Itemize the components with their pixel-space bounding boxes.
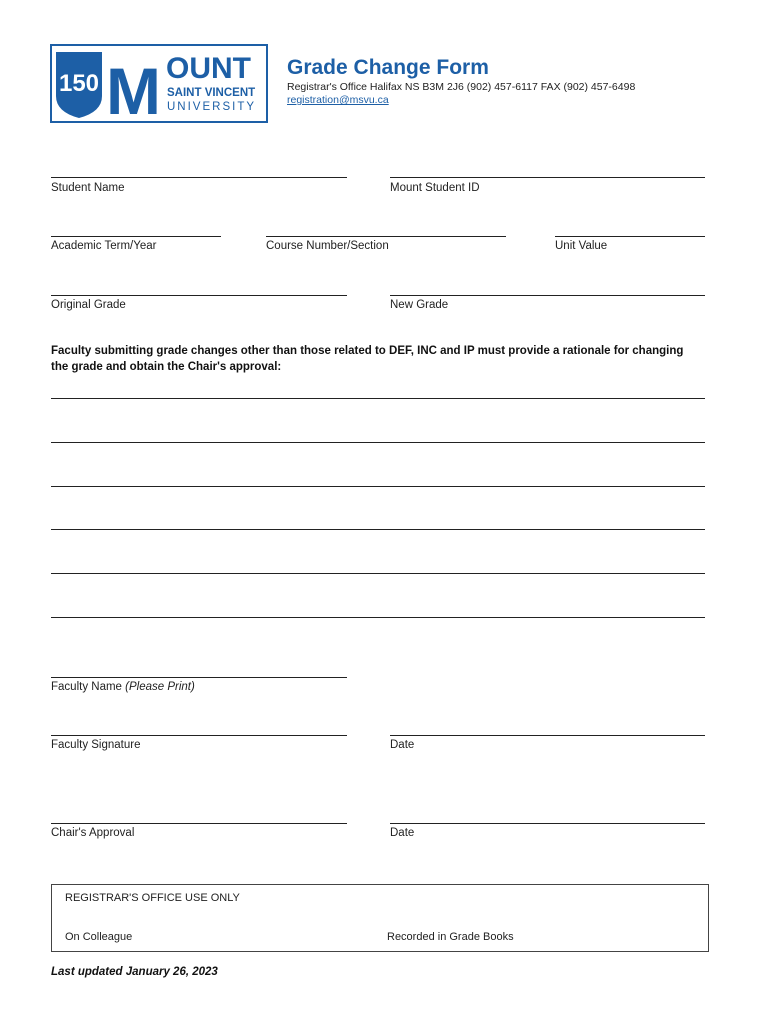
student-name-field[interactable]	[51, 177, 347, 178]
rationale-line[interactable]	[51, 486, 705, 487]
faculty-date-field[interactable]	[390, 735, 705, 736]
registrar-box-title: REGISTRAR'S OFFICE USE ONLY	[65, 892, 240, 904]
rationale-line[interactable]	[51, 529, 705, 530]
student-id-field[interactable]	[390, 177, 705, 178]
logo-letter-m: M	[106, 54, 161, 124]
logo-line1: SAINT VINCENT	[167, 87, 256, 99]
chair-date-label: Date	[390, 827, 415, 839]
rationale-line[interactable]	[51, 398, 705, 399]
form-title: Grade Change Form	[287, 56, 489, 79]
original-grade-field[interactable]	[51, 295, 347, 296]
course-field[interactable]	[266, 236, 506, 237]
logo-line2: UNIVERSITY	[167, 101, 257, 113]
original-grade-label: Original Grade	[51, 299, 126, 311]
on-colleague-label: On Colleague	[65, 931, 133, 943]
unit-label: Unit Value	[555, 240, 608, 252]
new-grade-label: New Grade	[390, 299, 449, 311]
faculty-name-label: Faculty Name (Please Print)	[51, 681, 195, 693]
registrar-use-box	[51, 884, 709, 952]
recorded-grade-books-label: Recorded in Grade Books	[387, 931, 514, 943]
office-address: Registrar's Office Halifax NS B3M 2J6 (902) 457-6117 FAX (902) 457-6498	[287, 81, 636, 93]
chair-approval-label: Chair's Approval	[51, 827, 135, 839]
logo-word: OUNT	[166, 52, 251, 85]
unit-field[interactable]	[555, 236, 705, 237]
email-link[interactable]: registration@msvu.ca	[287, 94, 389, 106]
student-name-label: Student Name	[51, 182, 125, 194]
faculty-name-note: (Please Print)	[125, 681, 195, 693]
logo-number: 150	[58, 70, 100, 97]
chair-date-field[interactable]	[390, 823, 705, 824]
faculty-signature-label: Faculty Signature	[51, 739, 141, 751]
faculty-name-field[interactable]	[51, 677, 347, 678]
last-updated: Last updated January 26, 2023	[51, 966, 218, 978]
term-label: Academic Term/Year	[51, 240, 157, 252]
rationale-line[interactable]	[51, 617, 705, 618]
rationale-instructions: Faculty submitting grade changes other than those related to DEF, INC and IP must provide a rationale for changing the grade and obtain the Chair's approval:	[51, 345, 684, 373]
student-id-label: Mount Student ID	[390, 182, 480, 194]
rationale-line[interactable]	[51, 442, 705, 443]
faculty-signature-field[interactable]	[51, 735, 347, 736]
term-field[interactable]	[51, 236, 221, 237]
university-logo	[50, 44, 268, 124]
rationale-line[interactable]	[51, 573, 705, 574]
course-label: Course Number/Section	[266, 240, 389, 252]
chair-approval-field[interactable]	[51, 823, 347, 824]
new-grade-field[interactable]	[390, 295, 705, 296]
faculty-date-label: Date	[390, 739, 415, 751]
